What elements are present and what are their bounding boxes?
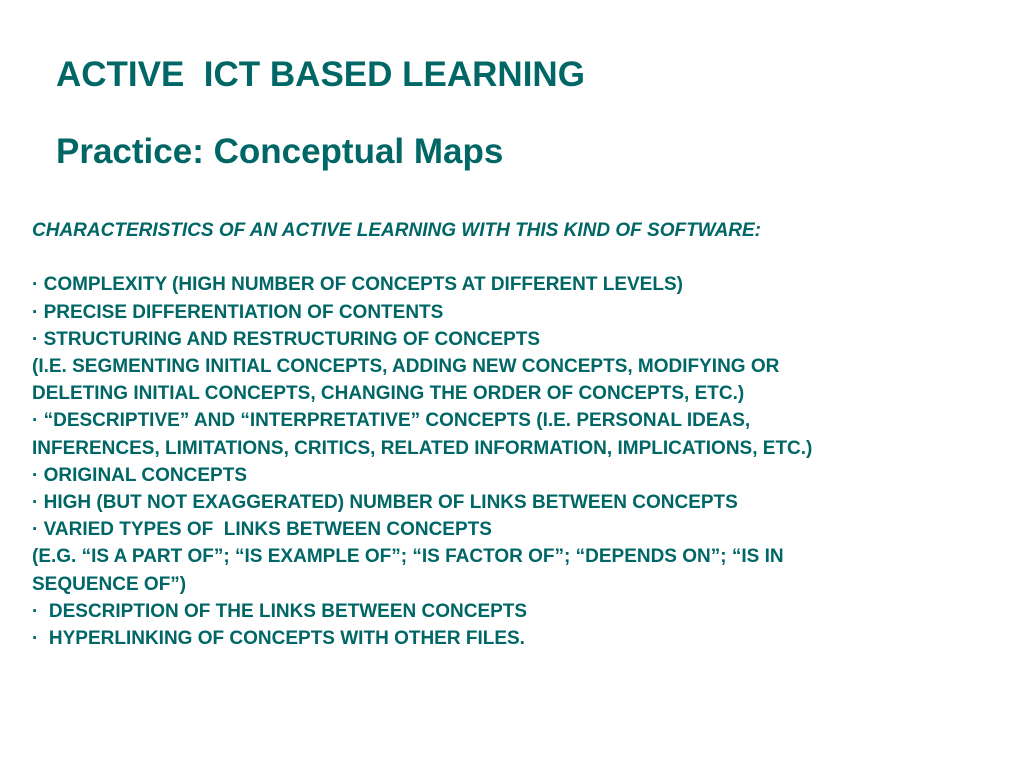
list-item (32, 407, 1012, 434)
list-item-text: (E.G. “IS A PART OF”; “IS EXAMPLE OF”; “IS FACTOR OF”; “DEPENDS ON”; “IS IN (32, 546, 784, 568)
list-item-continuation (32, 435, 1012, 462)
list-item-text: (I.E. SEGMENTING INITIAL CONCEPTS, ADDING NEW CONCEPTS, MODIFYING OR (32, 356, 780, 377)
bullet-icon: · (32, 464, 44, 486)
list-item-text: HYPERLINKING OF CONCEPTS WITH OTHER FILES. (48, 628, 525, 650)
list-item-text: ORIGINAL CONCEPTS (43, 464, 247, 486)
list-item (32, 516, 1012, 543)
bullet-icon: · (32, 600, 49, 622)
bullet-icon: · (32, 492, 44, 514)
list-item (32, 489, 1012, 516)
list-item-continuation (32, 571, 1012, 598)
list-item (32, 271, 1012, 298)
bullet-icon: · (32, 301, 44, 323)
list-item (32, 625, 1012, 652)
list-item (32, 462, 1012, 489)
list-item (32, 299, 1012, 326)
list-item-text: COMPLEXITY (HIGH NUMBER OF CONCEPTS AT DIFFERENT LEVELS) (43, 274, 683, 296)
bullet-icon: · (32, 519, 44, 541)
list-item-continuation (32, 353, 1012, 380)
section-heading: CHARACTERISTICS OF AN ACTIVE LEARNING WITH THIS KIND OF SOFTWARE: (32, 220, 762, 241)
characteristics-list (32, 271, 1012, 652)
list-item-text: STRUCTURING AND RESTRUCTURING OF CONCEPTS (43, 328, 541, 350)
list-item-text: DESCRIPTION OF THE LINKS BETWEEN CONCEPTS (48, 600, 528, 622)
bullet-icon: · (32, 410, 44, 432)
slide-title: ACTIVE ICT BASED LEARNING (56, 55, 585, 94)
slide-subtitle: Practice: Conceptual Maps (56, 132, 504, 171)
list-item-text: PRECISE DIFFERENTIATION OF CONTENTS (43, 301, 444, 323)
slide-body (32, 217, 1012, 652)
list-item (32, 598, 1012, 625)
list-item-continuation (32, 543, 1012, 570)
list-item-text: HIGH (BUT NOT EXAGGERATED) NUMBER OF LINKS BETWEEN CONCEPTS (43, 492, 738, 514)
bullet-icon: · (32, 274, 44, 296)
list-item-text: INFERENCES, LIMITATIONS, CRITICS, RELATED INFORMATION, IMPLICATIONS, ETC.) (32, 437, 813, 459)
bullet-icon: · (32, 328, 44, 350)
list-item-text: DELETING INITIAL CONCEPTS, CHANGING THE ORDER OF CONCEPTS, ETC.) (32, 383, 745, 405)
list-item-text: VARIED TYPES OF LINKS BETWEEN CONCEPTS (43, 519, 492, 541)
list-item-continuation (32, 380, 1012, 407)
bullet-icon: · (32, 628, 49, 650)
list-item (32, 326, 1012, 353)
list-item-text: “DESCRIPTIVE” AND “INTERPRETATIVE” CONCEPTS (I.E. PERSONAL IDEAS, (43, 410, 751, 432)
list-item-text: SEQUENCE OF”) (32, 573, 187, 595)
